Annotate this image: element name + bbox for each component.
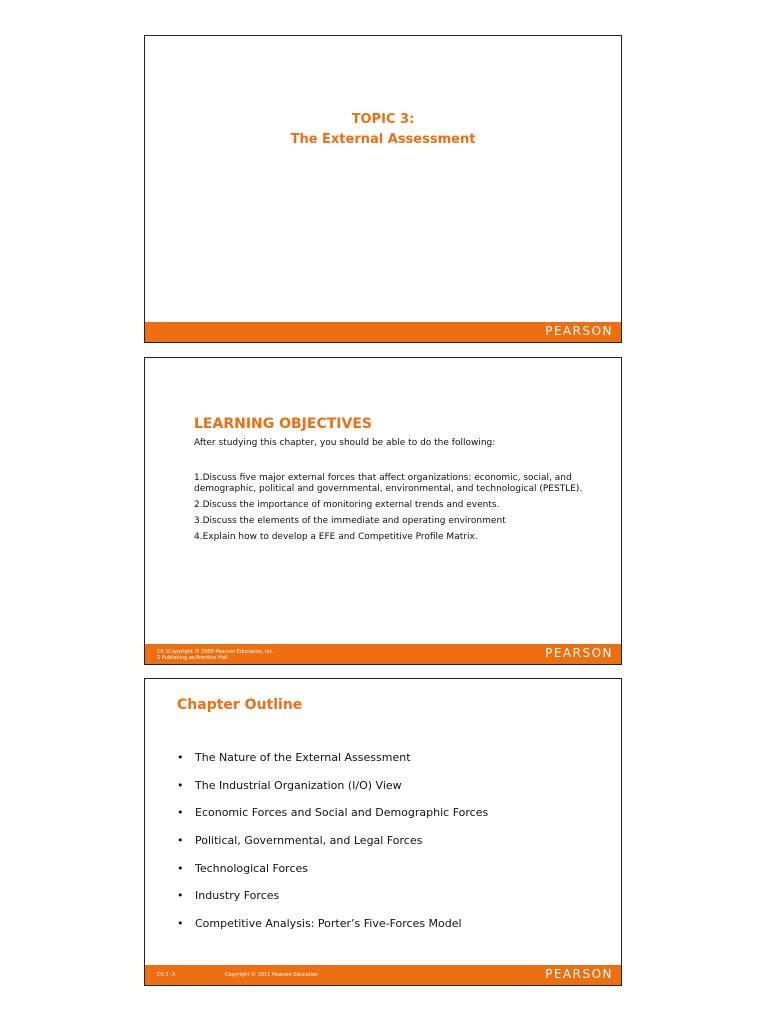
slide-topic	[144, 35, 622, 343]
bullet: •	[177, 751, 184, 764]
list-item-text: Industry Forces	[195, 889, 280, 903]
footer-copyright: Copyright © 2011 Pearson Education	[225, 972, 319, 978]
list-item-text: The Nature of the External Assessment	[195, 751, 411, 764]
footer-line-1: Ch 1Copyright © 2009 Pearson Education, Inc.	[157, 649, 274, 655]
slide-footer	[145, 644, 621, 664]
title-line-1: TOPIC 3:	[351, 112, 415, 127]
pearson-logo: PEARSON	[545, 967, 613, 981]
list-item-text: Competitive Analysis: Porter’s Five-Forces Model	[195, 917, 462, 931]
list-item	[177, 779, 488, 807]
bullet: •	[177, 861, 184, 875]
list-item-text: Political, Governmental, and Legal Forces	[195, 834, 423, 848]
list-item-text: Technological Forces	[195, 861, 308, 875]
bullet: •	[177, 806, 184, 820]
objective-item: 2.Discuss the importance of monitoring external trends and events.	[194, 500, 500, 510]
list-item	[177, 917, 488, 945]
pearson-logo: PEARSON	[545, 646, 613, 660]
slide-footer	[145, 322, 621, 342]
list-item	[177, 889, 488, 917]
list-item	[177, 751, 488, 779]
list-item-text: Economic Forces and Social and Demographic Forces	[195, 806, 489, 820]
list-item-text: The Industrial Organization (I/O) View	[195, 778, 402, 792]
slide-heading: Chapter Outline	[177, 697, 303, 713]
list-item	[177, 806, 488, 834]
bullet: •	[177, 917, 184, 931]
outline-list	[177, 751, 488, 945]
slide-footer	[145, 965, 621, 985]
objective-item: 1.Discuss five major external forces that affect organizations: economic, social, and demographic, political and governmental, environmental, and technological (PESTLE).	[194, 473, 583, 494]
footer-chapter: Ch 3 -3	[157, 972, 176, 978]
slide-heading: LEARNING OBJECTIVES	[194, 416, 372, 432]
title-line-2: The External Assessment	[290, 132, 476, 147]
slide-title	[145, 110, 621, 150]
objective-item: 4.Explain how to develop a EFE and Competitive Profile Matrix.	[194, 532, 478, 542]
bullet: •	[177, 778, 184, 792]
bullet: •	[177, 834, 184, 848]
slide-learning-objectives	[144, 357, 622, 665]
objectives-intro: After studying this chapter, you should be able to do the following:	[194, 438, 496, 448]
list-item	[177, 862, 488, 890]
objective-item: 3.Discuss the elements of the immediate and operating environment	[194, 516, 506, 526]
footer-copyright	[157, 649, 274, 661]
slide-chapter-outline	[144, 678, 622, 986]
objectives-list	[194, 473, 599, 548]
bullet: •	[177, 889, 184, 903]
footer-line-2: 2 Publishing as Prentice Hall	[157, 655, 228, 661]
list-item	[177, 834, 488, 862]
pearson-logo: PEARSON	[545, 324, 613, 338]
